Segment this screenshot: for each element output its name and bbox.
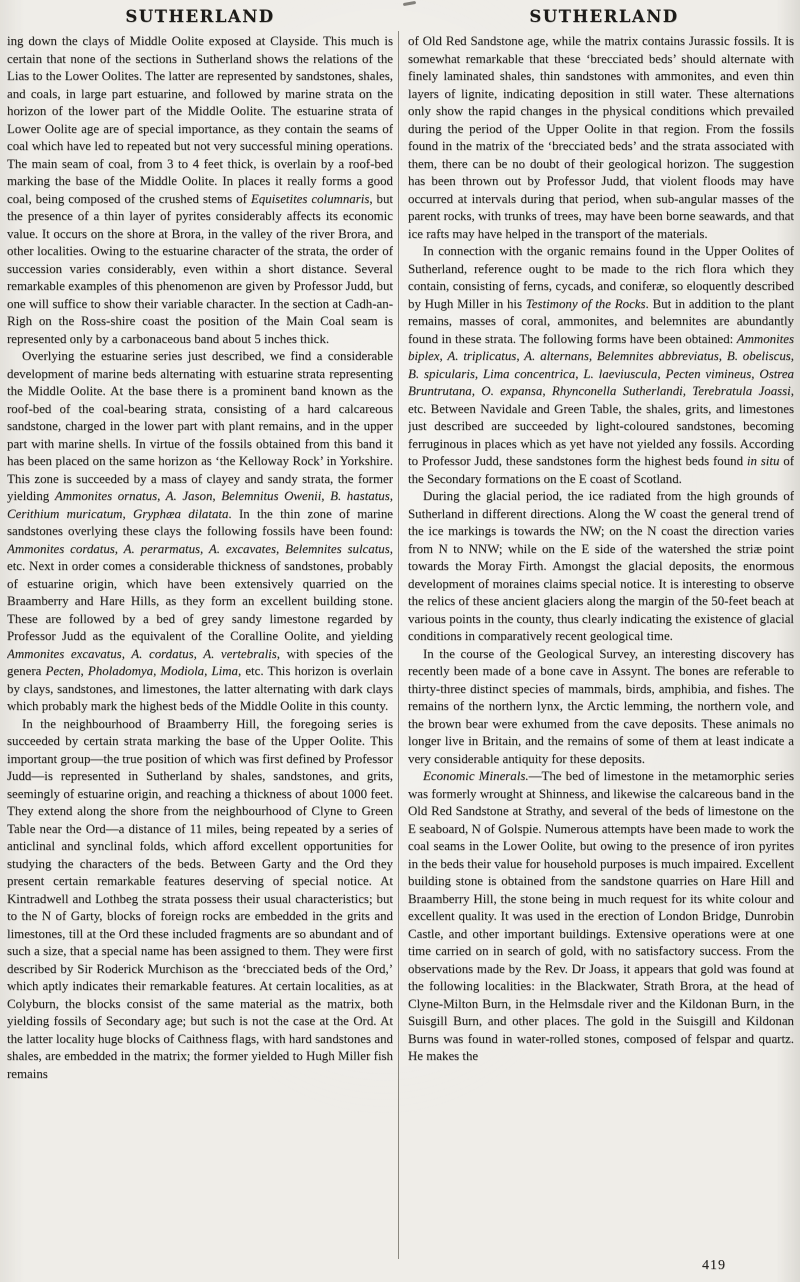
text-run: Overlying the estuarine series just described, we find a considerable development of marine beds alternating with estuarine strata representing the Middle Oolite. At the base there is a prominent band known as the roof-bed of the coal-bearing strata, consisting of a hard calcareous sandstone, charged in the lower part with plant remains, and in the upper part with marine shells. In virtue of the fossils obtained from this band it has been placed on the same horizon as ‘the Kelloway Rock’ in Yorkshire. This zone is succeeded by a mass of clayey and sandy strata, the former yielding <box>7 349 393 503</box>
text-run: , but the presence of a thin layer of pyrites considerably affects its economic value. It occurs on the shore at Brora, in the valley of the river Brora, and other localities. Owing to the estuarine character of the strata, the order of succession varies considerably, even within a short distance. Several remarkable examples of this phenomenon are given by Professor Judd, but one will suffice to show their variable character. In the section at Cadh-an-Righ on the Ross-shire coast the position of the Main Coal seam is represented only by a carbonaceous band about 5 inches thick. <box>7 191 393 346</box>
ink-mark <box>403 1 416 6</box>
page-number: 419 <box>702 1258 726 1273</box>
italic-text-run: Ammonites cordatus, A. perarmatus, A. excavates, Belemnites sulcatus <box>7 541 390 556</box>
italic-text-run: Ammonites ornatus, A. Jason, Belemnitus Owenii, B. hastatus, Cerithium muricatum, Gryphæa dilatata <box>7 489 393 521</box>
text-run: , etc. This horizon is overlain by clays, sandstones, and limestones, the latter alternating with dark clays which probably mark the highest beds of the Middle Oolite in this county. <box>7 664 393 713</box>
italic-text-run: Pecten, Pholadomya, Modiola, Lima <box>45 664 238 678</box>
italic-text-run: Testimony of the Rocks <box>525 296 646 311</box>
text-run: During the glacial period, the ice radiated from the high grounds of Sutherland in different directions. Along the W coast the general trend of the ice markings is towards the NW; on the N coast the direction varies from N to NNW; while on the E side of the watershed the striæ point towards the Moray Firth. Amongst the glacial deposits, the enormous development of moraines claims special notice. It is interesting to observe the relics of these ancient glaciers along the margin of the 50-feet beach at various points in the county, thus clearly indicating the existence of glacial conditions in comparatively recent geological time. <box>408 489 794 643</box>
running-head-left: SUTHERLAND <box>125 7 275 26</box>
text-run: of Old Red Sandstone age, while the matrix contains Jurassic fossils. It is somewhat remarkable that these ‘brecciated beds’ should alternate with finely laminated shales, thin sandstones with ammonites, and even thin layers of lignite, indicating deposition in still water. These alternations only show the rapid changes in the physical conditions which prevailed during the period of the Upper Oolite in that region. From the fossils found in the matrix of the ‘brecciated beds’ and the strata associated with them, there can be no doubt of their geological horizon. The suggestion has been thrown out by Professor Judd, that violent floods may have occurred at intervals during that period, when sub-angular masses of the parent rocks, with trunks of trees, may have been borne seawards, and that ice rafts may have helped in the transport of the materials. <box>408 34 794 241</box>
italic-text-run: Equisetites columnaris <box>250 191 370 206</box>
paragraph <box>408 488 794 646</box>
paragraph <box>408 646 794 769</box>
column-divider-rule <box>398 31 399 1259</box>
text-run: In the course of the Geological Survey, an interesting discovery has recently been made of a bone cave in Assynt. The bones are referable to thirty-three distinct species of mammals, birds, amphibia, and fishes. The remains of the northern lynx, the Arctic lemming, the northern vole, and the brown bear were exhumed from the cave deposits. These animals no longer live in Britain, and the remains of some of them at least indicate a very considerable antiquity for these deposits. <box>408 646 794 766</box>
text-run: , with species of the genera <box>7 646 393 678</box>
text-run: , etc. Next in order comes a considerable thickness of sandstones, probably of estuarine origin, which have been extensively quarried on the Braamberry and Hare Hills, as they form an excellent building stone. These are followed by a bed of grey sandy limestone regarded by Professor Judd as the equivalent of the Coralline Oolite, and yielding <box>7 541 393 643</box>
text-run: . In the thin zone of marine sandstones overlying these clays the following fossils have been found: <box>7 506 393 538</box>
text-run: —The bed of limestone in the metamorphic series was formerly wrought at Shinness, and likewise the calcareous band in the Old Red Sandstone at Strathy, and several of the beds of limestone on the E seaboard, N of Golspie. Numerous attempts have been made to work the coal seams in the Lower Oolite, but owing to the presence of iron pyrites in the beds their value for household purposes is much impaired. Excellent building stone is obtained from the sandstone quarries on Hare Hill and Braamberry Hill, the stone being in much request for its white colour and excellent quality. It was used in the erection of London Bridge, Dunrobin Castle, and other important buildings. Extensive operations were at one time carried on in search of gold, with no satisfactory success. From the observations made by the Rev. Dr Joass, it appears that gold was found at the following localities: in the Blackwater, Strath Brora, at the head of Clyne-Milton Burn, in the Helmsdale river and the Kildonan Burn, in the Suisgill Burn, and other places. The gold in the Suisgill and Kildonan Burns was found in water-rolled stones, composed of felspar and quartz. He makes the <box>408 769 794 1063</box>
italic-text-run: Ammonites excavatus, A. cordatus, A. vertebralis <box>7 646 277 661</box>
italic-text-run: Ammonites biplex, A. triplicatus, A. alternans, Belemnites abbreviatus, B. obeliscus, B. spicularis, Lima concentrica, L. laeviuscula, Pecten vimineus, Ostrea Bruntrutana, O. expansa, Rhynconella Sutherlandi, Terebratula Joassi <box>408 331 794 398</box>
text-run: . But in addition to the plant remains, masses of coral, ammonites, and belemnites are abundantly found in these strata. The following forms have been obtained: <box>408 296 794 346</box>
italic-text-run: Economic Minerals. <box>423 769 529 783</box>
italic-text-run: in situ <box>746 454 780 468</box>
text-run: In connection with the organic remains found in the Upper Oolites of Sutherland, reference ought to be made to the rich flora which they contain, consisting of ferns, cycads, and coniferæ, so eloquently described by Hugh Miller in his <box>408 244 794 311</box>
text-run: , etc. Between Navidale and Green Table, the shales, grits, and limestones just described are succeeded by light-coloured sandstones, becoming ferruginous in places which as yet have not yielded any fossils. According to Professor Judd, these sandstones form the highest beds found <box>408 384 794 468</box>
paragraph <box>408 768 794 1066</box>
text-run: of the Secondary formations on the E coast of Scotland. <box>408 454 794 486</box>
running-head-right: SUTHERLAND <box>529 7 679 26</box>
text-run: ing down the clays of Middle Oolite exposed at Clayside. This much is certain that none of the sections in Sutherland shows the relations of the Lias to the Lower Oolites. The latter are represented by sandstones, shales, and coals, in large part estuarine, and followed by marine strata on the horizon of the lower part of the Middle Oolite. The estuarine strata of Lower Oolite age are of special importance, as they contain the seams of coal which have led to repeated but not very successful mining operations. The main seam of coal, from 3 to 4 feet thick, is overlain by a roof-bed marking the base of the Middle Oolite. In places it really forms a good coal, being composed of the crushed stems of <box>7 34 393 206</box>
paragraph <box>7 33 393 348</box>
left-column <box>7 33 393 1261</box>
text-run: In the neighbourhood of Braamberry Hill, the foregoing series is succeeded by certain strata marking the base of the Upper Oolite. This important group—the true position of which was first defined by Professor Judd—is represented in Sutherland by shales, sandstones, and grits, seemingly of estuarine origin, and reaching a thickness of about 1000 feet. They extend along the shore from the neighbourhood of Clyne to Green Table near the Ord—a distance of 11 miles, being repeated by a series of anticlinal and synclinal folds, which afford excellent opportunities for studying the characters of the beds. Between Garty and the Ord they present certain remarkable features deserving of special notice. At Kintradwell and Lothbeg the strata possess their usual characteristics; but to the N of Garty, blocks of foreign rocks are embedded in the grits and limestones, till at the Ord these included fragments are so abundant and of such a size, that a special name has been assigned to them. They were first described by Sir Roderick Murchison as the ‘brecciated beds of the Ord,’ which aptly indicates their remarkable features. At certain localities, as at Colyburn, the blocks consist of the same material as the matrix, both yielding fossils of Secondary age; but such is not the case at the Ord. At the latter locality huge blocks of Caithness flags, with hard sandstones and shales, are embedded in the matrix; the former yielded to Hugh Miller fish remains <box>7 716 393 1081</box>
paragraph <box>408 33 794 243</box>
paragraph <box>7 716 393 1084</box>
right-column <box>408 33 794 1261</box>
paragraph <box>7 348 393 716</box>
paragraph <box>408 243 794 488</box>
